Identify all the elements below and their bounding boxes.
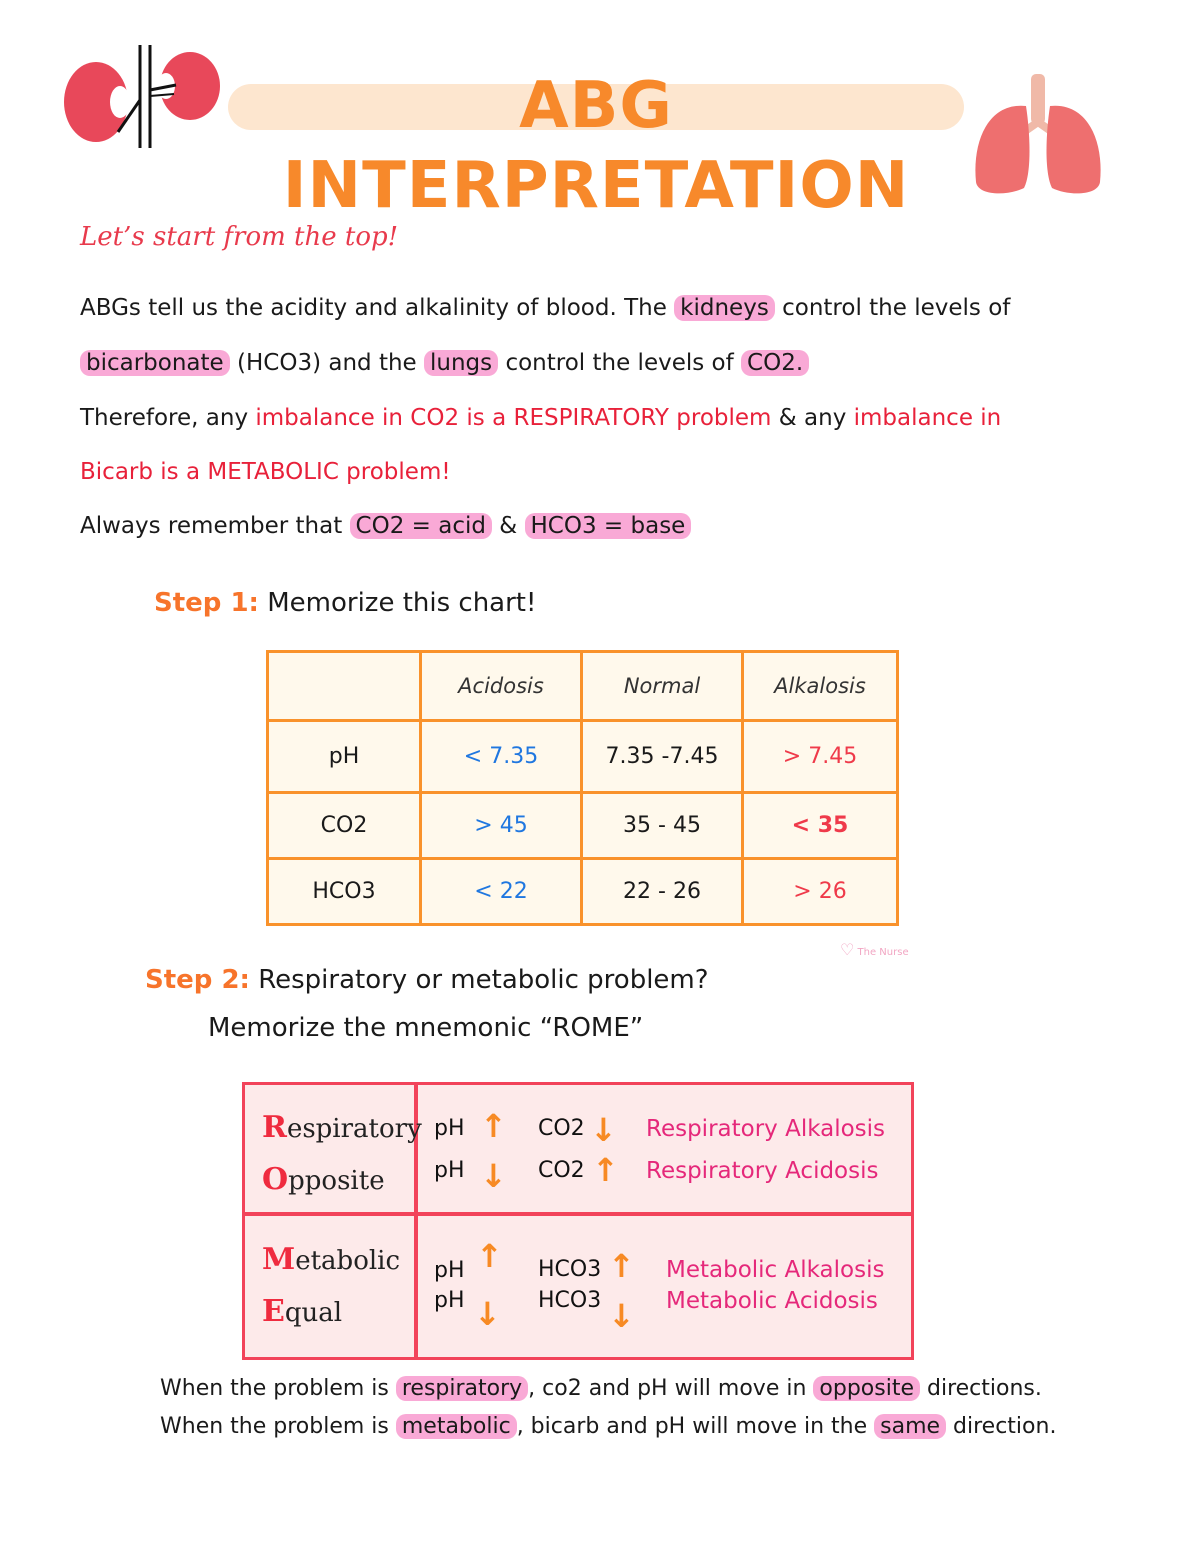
meta-row-1-hco3: HCO3	[538, 1257, 602, 1282]
rome-letter-o: O	[262, 1162, 289, 1197]
text: control the levels of	[498, 350, 742, 376]
step-1-label: Step 1:	[154, 588, 259, 618]
header-alkalosis: Alkalosis	[743, 652, 898, 721]
hco3-normal: 22 - 26	[582, 859, 743, 925]
highlight-bicarbonate: bicarbonate	[80, 350, 230, 376]
highlight-lungs: lungs	[424, 350, 498, 376]
text: Therefore, any	[80, 405, 256, 431]
highlight-hco3-base: HCO3 = base	[525, 513, 692, 539]
footer-line-1	[160, 1376, 1042, 1401]
down-arrow-icon: ↓	[608, 1297, 635, 1335]
highlight-metabolic: metabolic	[396, 1414, 517, 1439]
resp-row-1-co2: CO2	[538, 1116, 585, 1141]
table-row	[268, 859, 898, 925]
co2-normal: 35 - 45	[582, 793, 743, 859]
watermark-logo	[840, 940, 910, 959]
text: pposite	[288, 1166, 385, 1196]
highlight-co2-acid: CO2 = acid	[350, 513, 492, 539]
highlight-kidneys: kidneys	[674, 295, 775, 321]
metabolic-alkalosis: Metabolic Alkalosis	[666, 1257, 885, 1283]
resp-row-1-ph: pH	[434, 1116, 465, 1141]
step-1-heading	[154, 588, 536, 618]
step-2-label: Step 2:	[145, 965, 250, 995]
hco3-acidosis: < 22	[421, 859, 582, 925]
text: direction.	[946, 1414, 1057, 1439]
text: directions.	[920, 1376, 1042, 1401]
highlight-opposite: opposite	[813, 1376, 920, 1401]
watermark-text: The Nurse	[857, 947, 909, 958]
intro-line-2	[80, 348, 1110, 378]
header-cell-empty	[268, 652, 421, 721]
text: When the problem is	[160, 1376, 396, 1401]
highlight-respiratory: respiratory	[396, 1376, 528, 1401]
table-row	[268, 793, 898, 859]
ph-acidosis: < 7.35	[421, 721, 582, 793]
meta-row-1-ph: pH	[434, 1258, 465, 1283]
text: & any	[771, 405, 854, 431]
abg-reference-chart	[266, 650, 899, 926]
step-1-text: Memorize this chart!	[258, 588, 537, 618]
co2-acidosis: > 45	[421, 793, 582, 859]
highlight-same: same	[874, 1414, 946, 1439]
intro-line-4	[80, 457, 1110, 487]
step-2-text: Respiratory or metabolic problem?	[249, 965, 709, 995]
text: etabolic	[295, 1246, 401, 1276]
intro-line-1	[80, 293, 1110, 323]
resp-row-2-ph: pH	[434, 1158, 465, 1183]
ph-alkalosis: > 7.45	[743, 721, 898, 793]
meta-row-2-hco3: HCO3	[538, 1288, 602, 1313]
rome-letter-m: M	[262, 1242, 296, 1277]
text: , bicarb and pH will move in the	[516, 1414, 875, 1439]
respiratory-alkalosis: Respiratory Alkalosis	[646, 1116, 886, 1142]
intro-line-5	[80, 511, 1110, 541]
kidneys-icon	[58, 40, 228, 150]
text: &	[491, 513, 525, 539]
rome-opposite	[262, 1162, 385, 1197]
metabolic-rule-start: imbalance in	[853, 405, 1002, 431]
footer-line-2	[160, 1414, 1056, 1439]
page-title: ABG INTERPRETATION	[282, 69, 910, 223]
rome-equal	[262, 1294, 342, 1329]
text: Always remember that	[80, 513, 350, 539]
text: qual	[284, 1298, 343, 1328]
rome-letter-r: R	[262, 1110, 287, 1145]
metabolic-acidosis: Metabolic Acidosis	[666, 1288, 878, 1314]
down-arrow-icon: ↓	[474, 1295, 501, 1333]
intro-line-3	[80, 403, 1110, 433]
text: espiratory	[286, 1114, 422, 1144]
lungs-icon	[968, 72, 1108, 200]
respiratory-rule: imbalance in CO2 is a RESPIRATORY problem	[255, 405, 772, 431]
up-arrow-icon: ↑	[592, 1151, 619, 1189]
param-co2: CO2	[268, 793, 421, 859]
rome-mnemonic-note: Memorize the mnemonic “ROME”	[208, 1013, 644, 1043]
text: ABGs tell us the acidity and alkalinity of blood. The	[80, 295, 675, 321]
divider	[242, 1212, 912, 1216]
text: (HCO3) and the	[229, 350, 425, 376]
step-2-heading	[145, 965, 709, 995]
co2-alkalosis: < 35	[743, 793, 898, 859]
hco3-alkalosis: > 26	[743, 859, 898, 925]
rome-letter-e: E	[262, 1294, 285, 1329]
text: , co2 and pH will move in	[528, 1376, 814, 1401]
intro-subtitle: Let’s start from the top!	[80, 222, 399, 252]
up-arrow-icon: ↑	[476, 1237, 503, 1275]
ph-normal: 7.35 -7.45	[582, 721, 743, 793]
up-arrow-icon: ↑	[480, 1107, 507, 1145]
resp-row-2-co2: CO2	[538, 1158, 585, 1183]
param-ph: pH	[268, 721, 421, 793]
meta-row-2-ph: pH	[434, 1288, 465, 1313]
text: control the levels of	[774, 295, 1011, 321]
text: When the problem is	[160, 1414, 396, 1439]
stethoscope-icon: ♡	[840, 940, 855, 959]
highlight-co2: CO2.	[741, 350, 809, 376]
header-normal: Normal	[582, 652, 743, 721]
table-header-row	[268, 652, 898, 721]
down-arrow-icon: ↓	[480, 1157, 507, 1195]
param-hco3: HCO3	[268, 859, 421, 925]
rome-metabolic	[262, 1242, 400, 1277]
header-acidosis: Acidosis	[421, 652, 582, 721]
respiratory-acidosis: Respiratory Acidosis	[646, 1158, 879, 1184]
rome-respiratory	[262, 1110, 422, 1145]
table-row	[268, 721, 898, 793]
metabolic-rule-end: Bicarb is a METABOLIC problem!	[80, 459, 451, 485]
up-arrow-icon: ↑	[608, 1247, 635, 1285]
down-arrow-icon: ↓	[590, 1111, 617, 1149]
